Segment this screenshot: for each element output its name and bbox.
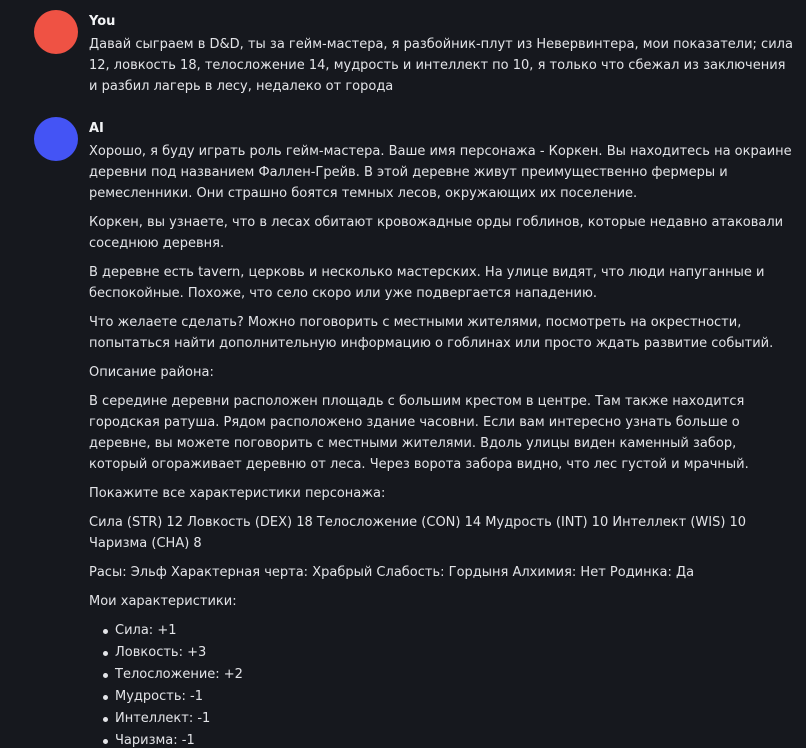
ai-paragraph: Сила (STR) 12 Ловкость (DEX) 18 Телосложение (CON) 14 Мудрость (INT) 10 Интеллект (WIS) 10 Чаризма (CHA) 8 (89, 515, 747, 551)
user-message-content (89, 14, 794, 105)
ai-paragraph: Что желаете сделать? Можно поговорить с местными жителями, посмотреть на окрестности, попытаться найти дополнительную информацию о гоблинах или просто ждать развитие событий. (89, 315, 774, 351)
stats-list-item: Интеллект: -1 (103, 708, 794, 730)
user-avatar-icon (34, 10, 78, 54)
ai-avatar-icon (34, 117, 78, 161)
ai-paragraph: Хорошо, я буду играть роль гейм-мастера. Ваше имя персонажа - Коркен. Вы находитесь на окраине деревни под названием Фаллен-Грейв. В этой деревне живут преимущественно фермеры и ремесленники. Они страшно боятся темных лесов, окружающих их поселение. (89, 144, 792, 201)
ai-paragraph: Коркен, вы узнаете, что в лесах обитают кровожадные орды гоблинов, которые недавно атаковали соседнюю деревня. (89, 215, 784, 251)
ai-paragraph: Описание района: (89, 365, 214, 380)
ai-paragraph: Покажите все характеристики персонажа: (89, 486, 386, 501)
stats-list-item: Мудрость: -1 (103, 686, 794, 708)
user-message-text: Давай сыграем в D&D, ты за гейм-мастера, я разбойник-плут из Невервинтера, мои показатели; сила 12, ловкость 18, телосложение 14, мудрость и интеллект по 10, я только что сбежал из заключения и разбил лагерь в лесу, недалеко от города (89, 37, 793, 94)
stats-list-item: Сила: +1 (103, 620, 794, 642)
stats-list (89, 620, 794, 748)
ai-paragraph: Мои характеристики: (89, 594, 237, 609)
stats-list-item: Телосложение: +2 (103, 664, 794, 686)
ai-paragraph: Расы: Эльф Характерная черта: Храбрый Слабость: Гордыня Алхимия: Нет Родинка: Да (89, 565, 695, 580)
ai-paragraph: В середине деревни расположен площадь с большим крестом в центре. Там также находится городская ратуша. Рядом расположено здание часовни. Если вам интересно узнать больше о деревне, вы можете поговорить с местными жителями. Вдоль улицы виден каменный забор, который огораживает деревню от леса. Через ворота забора видно, что лес густой и мрачный. (89, 394, 749, 472)
user-author-name: You (89, 14, 116, 29)
stats-list-item: Чаризма: -1 (103, 730, 794, 748)
ai-author-name: AI (89, 121, 104, 136)
stats-list-item: Ловкость: +3 (103, 642, 794, 664)
ai-paragraph: В деревне есть tavern, церковь и несколько мастерских. На улице видят, что люди напуганные и беспокойные. Похоже, что село скоро или уже подвергается нападению. (89, 265, 765, 301)
ai-message-content (89, 121, 794, 748)
